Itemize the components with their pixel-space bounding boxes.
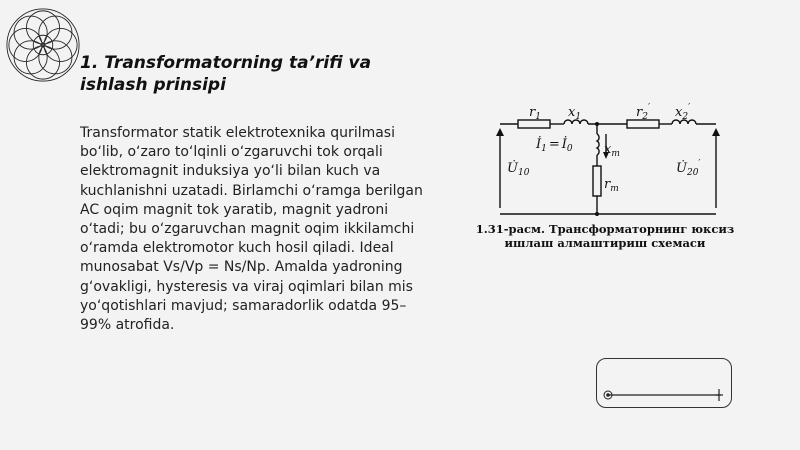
svg-text:x2′: $x_2'$ [675,103,691,122]
svg-text:U̇20′: $U̇_{20}'$ [676,159,701,178]
svg-text:U̇10: $U̇_{10}$ [507,161,530,178]
cursor-icon [715,389,723,401]
svg-text:x1: $x_1$ [568,105,582,122]
svg-text:rm: $r_m$ [604,177,619,194]
resistor-r1 [518,120,550,128]
slide-title: 1. Transformatorning ta’rifi va ishlash prinsipi [80,53,372,95]
equivalent-circuit-figure [496,96,721,220]
resistor-rm [593,166,601,196]
svg-text:r1: $r_1$ [529,105,541,122]
inductor-xm [597,134,599,155]
svg-text:r2′: $r_2'$ [636,103,650,122]
svg-text:xm: $x_m$ [604,142,620,159]
caption-line-1: 1.31-расм. Трансформаторнинг юксиз [475,222,735,236]
svg-text:İ1=İ0: $İ_1$ = $İ_0$ [536,137,573,154]
player-controls [597,359,730,406]
figure-caption [462,222,748,250]
media-player[interactable] [596,358,732,408]
caption-line-2: ишлаш алмаштириш схемаси [504,236,706,250]
ornament-logo-icon [4,6,82,84]
slide-body-text: Transformator statik elektrotexnika qurilmasi bo‘lib, o‘zaro to‘lqinli o‘zgaruvchi tok orqali elektromagnit induksiya yo‘li bilan kuch va kuchlanishni uzatadi. Birlamchi o‘ramga berilgan AC oqim magnit tok yaratib, magnit yadroni o‘tadi; bu o‘zgaruvchan magnit oqim ikkilamchi o‘ramda elektromotor kuch hosil qiladi. Ideal munosabat Vs/Vp = Ns/Np. Amalda yadroning g‘ovakligi, hysteresis va viraj oqimlari bilan mis yo‘qotishlari mavjud; samaradorlik odatda 95–99% atrofida. [80,125,423,334]
